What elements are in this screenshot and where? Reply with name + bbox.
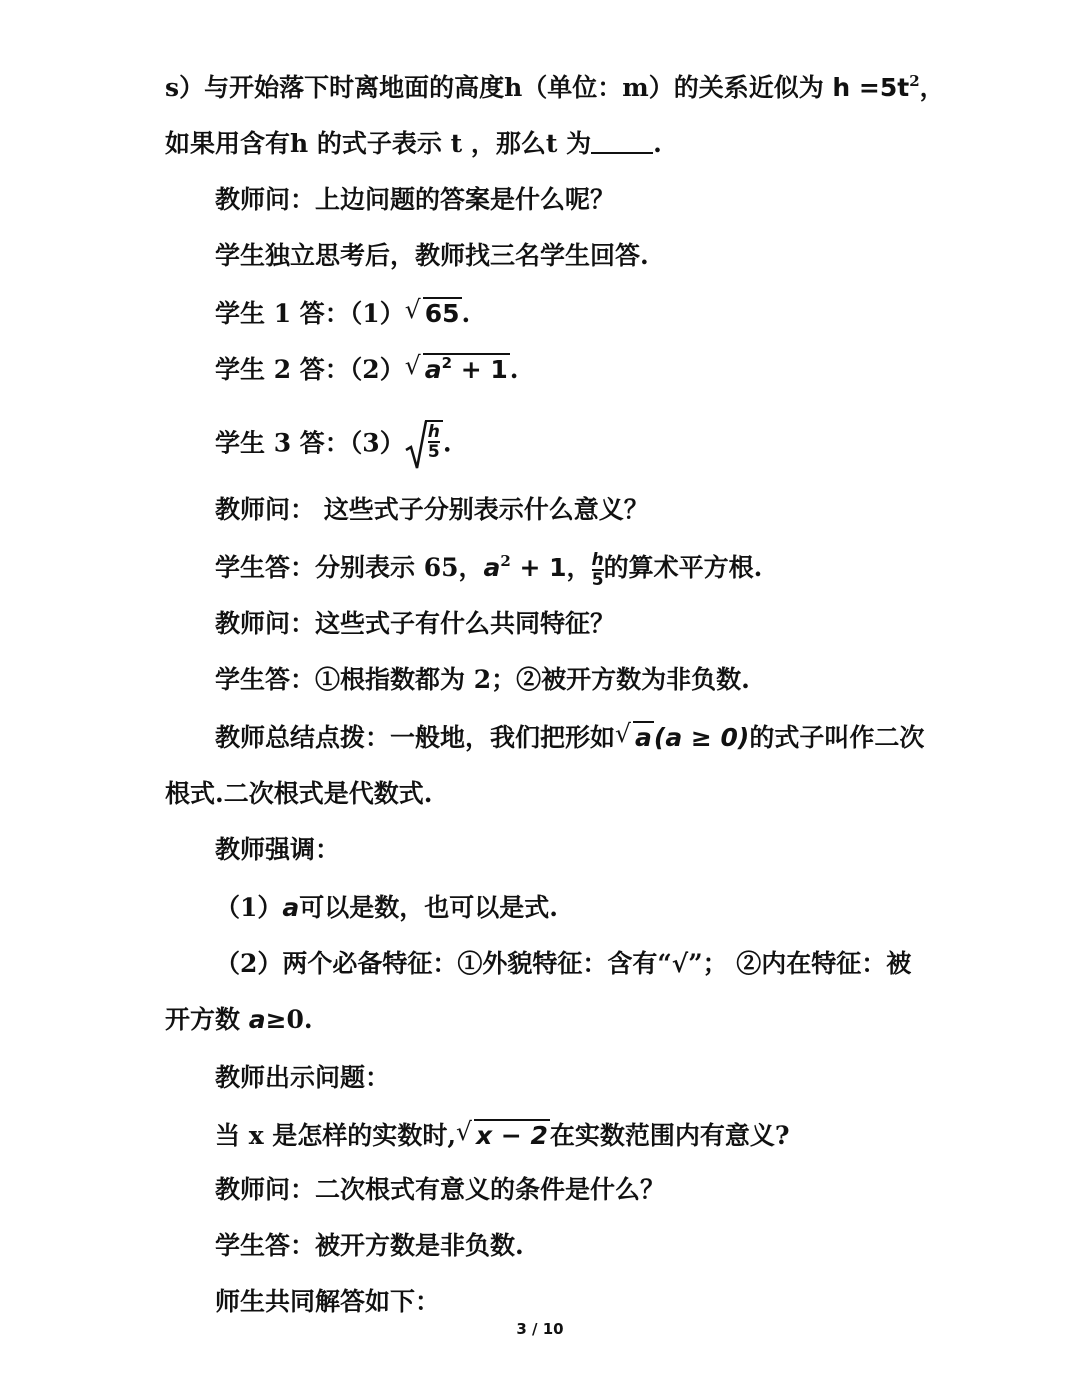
paragraph-line: 教师出示问题： bbox=[215, 1063, 391, 1092]
sqrt-fraction bbox=[405, 420, 443, 470]
radical-sign-icon bbox=[405, 420, 427, 470]
text: 在实数范围内有意义? bbox=[549, 1121, 790, 1150]
variable: a bbox=[424, 355, 442, 384]
numerator: h bbox=[427, 421, 440, 442]
paragraph-line bbox=[165, 1002, 930, 1038]
paragraph-line bbox=[215, 352, 930, 388]
sqrt-expression: √ x − 2 bbox=[456, 1117, 548, 1150]
text: 的算术平方根. bbox=[603, 553, 763, 582]
sqrt-expression: √ 65 bbox=[404, 295, 460, 328]
variable: a bbox=[282, 893, 300, 922]
paragraph-line: 教师强调： bbox=[215, 835, 341, 864]
text: 的式子叫作二次 bbox=[749, 723, 925, 752]
paragraph-line: 教师问：上边问题的答案是什么呢？ bbox=[215, 185, 616, 214]
text: 学生答：分别表示 65， bbox=[215, 553, 484, 582]
radicand: 65 bbox=[424, 299, 460, 328]
text: 教师总结点拨：一般地，我们把形如 bbox=[215, 723, 616, 752]
text: ≥0. bbox=[265, 1005, 313, 1034]
numerator: h bbox=[591, 549, 604, 570]
page-number: 3 / 10 bbox=[516, 1320, 564, 1338]
paragraph-line bbox=[215, 550, 930, 589]
text: 开方数 bbox=[165, 1005, 249, 1034]
paragraph-line bbox=[215, 890, 930, 926]
text: 学生 3 答：（3） bbox=[215, 428, 405, 458]
text: 如果用含有h 的式子表示 t ，那么t 为 bbox=[165, 129, 592, 158]
paragraph-line: 师生共同解答如下： bbox=[215, 1287, 441, 1316]
denominator: 5 bbox=[591, 569, 604, 590]
paragraph-line: 教师问： 这些式子分别表示什么意义？ bbox=[215, 495, 649, 524]
text: 可以是数，也可以是式. bbox=[299, 893, 558, 922]
text: （1） bbox=[215, 893, 283, 922]
variable: a bbox=[483, 553, 501, 582]
paragraph-line: 学生独立思考后，教师找三名学生回答. bbox=[215, 241, 649, 270]
formula: h =5t bbox=[832, 73, 910, 102]
text: + 1， bbox=[510, 553, 592, 582]
text: . bbox=[442, 428, 452, 458]
denominator: 5 bbox=[427, 441, 440, 462]
text: s）与开始落下时离地面的高度h（单位：m）的关系近似为 bbox=[165, 73, 833, 102]
text: . bbox=[653, 129, 662, 158]
paragraph-line bbox=[215, 720, 930, 756]
exponent: 2 bbox=[909, 72, 920, 90]
answer-blank bbox=[591, 130, 653, 154]
text: . bbox=[461, 299, 471, 328]
text: 学生 2 答：（2） bbox=[215, 355, 405, 384]
paragraph-line: 学生答：被开方数是非负数. bbox=[215, 1231, 524, 1260]
paragraph-line bbox=[165, 126, 930, 162]
paragraph-line bbox=[215, 420, 930, 470]
text: 学生 1 答：（1） bbox=[215, 299, 405, 328]
radicand: a bbox=[635, 723, 652, 752]
radicand: + 1 bbox=[452, 355, 508, 384]
sqrt-expression: √ a bbox=[615, 719, 652, 752]
paragraph-line: 教师问：二次根式有意义的条件是什么？ bbox=[215, 1175, 666, 1204]
exponent: 2 bbox=[500, 552, 511, 570]
radicand: x − 2 bbox=[476, 1121, 548, 1150]
paragraph-line bbox=[215, 1118, 930, 1154]
paragraph-line: （2）两个必备特征：①外貌特征：含有“√”； ②内在特征：被 bbox=[215, 949, 912, 978]
paragraph-line: 根式.二次根式是代数式. bbox=[165, 779, 433, 808]
sqrt-expression: √ $a^2 + 1$ bbox=[404, 351, 508, 384]
text: . bbox=[509, 355, 519, 384]
text: ， bbox=[919, 73, 945, 102]
paragraph-line: 学生答：①根指数都为 2；②被开方数为非负数. bbox=[215, 665, 750, 694]
condition: (a ≥ 0) bbox=[653, 723, 750, 752]
paragraph-line bbox=[165, 70, 945, 106]
fraction bbox=[592, 551, 604, 589]
text: 当 x 是怎样的实数时, bbox=[215, 1121, 457, 1150]
exponent: 2 bbox=[441, 354, 453, 372]
variable: a bbox=[248, 1005, 266, 1034]
paragraph-line: 教师问：这些式子有什么共同特征？ bbox=[215, 609, 616, 638]
paragraph-line bbox=[215, 296, 930, 332]
